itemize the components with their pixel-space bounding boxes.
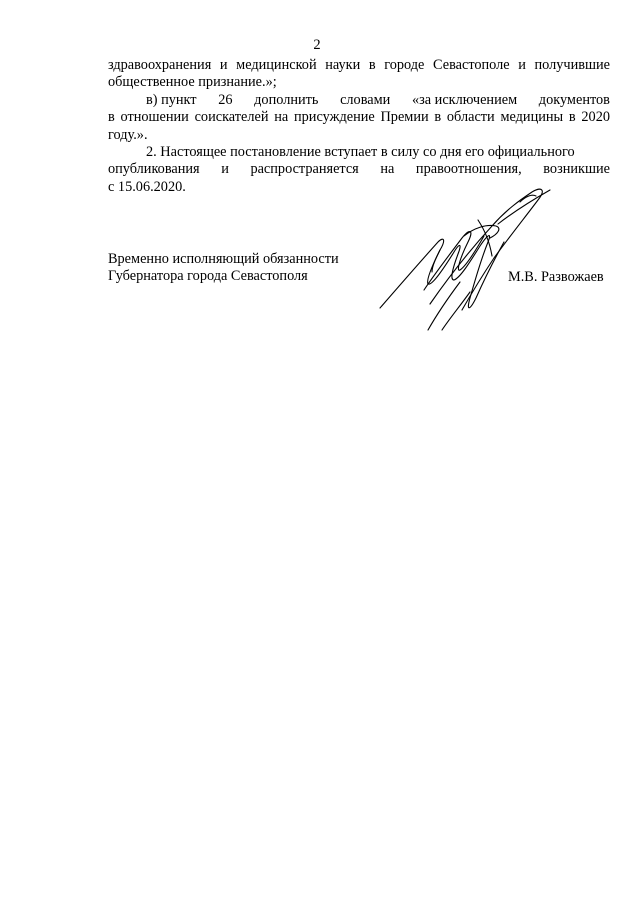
word: и — [219, 57, 228, 73]
word: получившие — [534, 57, 610, 73]
word: словами — [340, 91, 391, 108]
word: науки — [325, 57, 361, 73]
paragraph-2-line-1 — [108, 92, 610, 109]
signatory-title-line-2: Губернатора города Севастополя — [108, 268, 308, 285]
paragraph-3-line-2 — [108, 161, 610, 178]
paragraph-1-line-2: общественное признание.»; — [108, 74, 277, 91]
word: распространяется — [250, 161, 359, 178]
paragraph-3-line-1: 2. Настоящее постановление вступает в силу со дня его официального — [146, 144, 575, 161]
signatory-title-line-1: Временно исполняющий обязанности — [108, 251, 339, 267]
word: и — [221, 161, 229, 178]
word: опубликования — [108, 161, 200, 178]
word: Севастополе — [433, 57, 510, 73]
document-body — [108, 57, 610, 196]
paragraph-2-rest: в отношении соискателей на присуждение Премии в области медицины в 2020 году.». — [108, 109, 610, 143]
word: возникшие — [543, 161, 610, 178]
word: в) пункт — [146, 91, 197, 108]
word: 26 — [218, 91, 233, 108]
signatory-title — [108, 251, 339, 286]
handwritten-signature — [370, 180, 560, 340]
signatory-name: М.В. Развожаев — [508, 269, 604, 285]
paragraph-1-line-1 — [108, 57, 610, 74]
word: здравоохранения — [108, 57, 212, 73]
word: в — [368, 57, 376, 73]
word: правоотношения, — [415, 161, 522, 178]
word: медицинской — [236, 57, 317, 73]
word: городе — [384, 57, 425, 73]
paragraph-3-line-3: с 15.06.2020. — [108, 178, 186, 195]
word: дополнить — [254, 91, 319, 108]
word: на — [380, 161, 395, 178]
word: «за исключением — [411, 91, 518, 108]
word: документов — [538, 91, 610, 108]
page-number: 2 — [313, 37, 321, 53]
word: и — [518, 57, 526, 73]
